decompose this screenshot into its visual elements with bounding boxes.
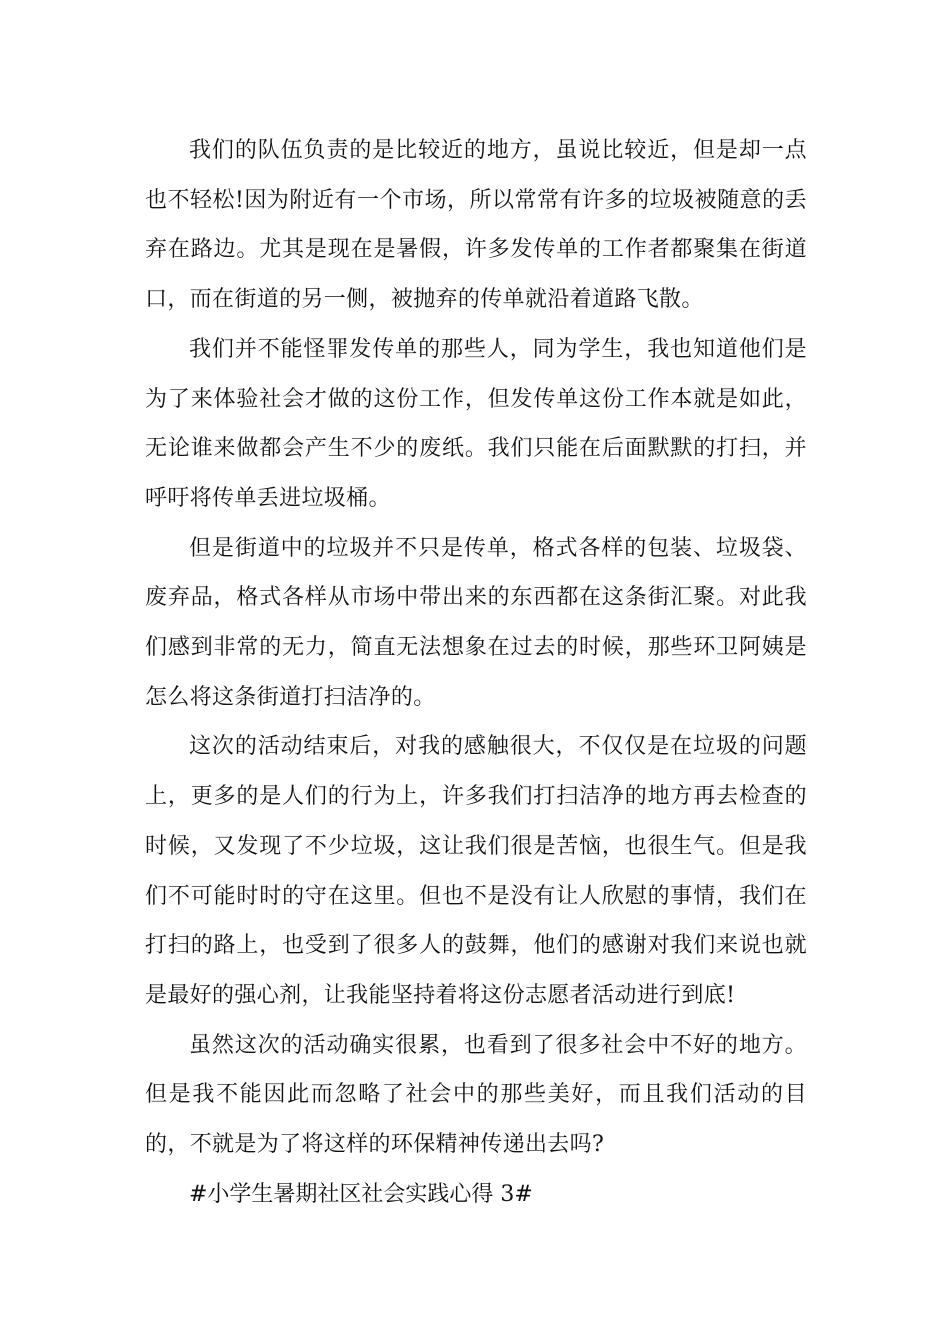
- paragraph-3: 但是街道中的垃圾并不只是传单，格式各样的包装、垃圾袋、废弃品，格式各样从市场中带出来的东西都在这条街汇聚。对此我们感到非常的无力，简直无法想象在过去的时候，那些环卫阿姨是怎么将这条街道打扫洁净的。: [145, 535, 807, 710]
- document-body: [145, 126, 807, 1219]
- paragraph-4: 这次的活动结束后，对我的感触很大，不仅仅是在垃圾的问题上，更多的是人们的行为上，许多我们打扫洁净的地方再去检查的时候，又发现了不少垃圾，这让我们很是苦恼，也很生气。但是我们不可能时时的守在这里。但也不是没有让人欣慰的事情，我们在打扫的路上，也受到了很多人的鼓舞，他们的感谢对我们来说也就是最好的强心剂，让我能坚持着将这份志愿者活动进行到底!: [145, 734, 807, 1008]
- section-heading: #小学生暑期社区社会实践心得 3#: [189, 1181, 533, 1207]
- paragraph-1: 我们的队伍负责的是比较近的地方，虽说比较近，但是却一点也不轻松!因为附近有一个市场，所以常常有许多的垃圾被随意的丢弃在路边。尤其是现在是暑假，许多发传单的工作者都聚集在街道口，而在街道的另一侧，被抛弃的传单就沿着道路飞散。: [145, 138, 807, 313]
- paragraph-2: 我们并不能怪罪发传单的那些人，同为学生，我也知道他们是为了来体验社会才做的这份工作，但发传单这份工作本就是如此，无论谁来做都会产生不少的废纸。我们只能在后面默默的打扫，并呼吁将传单丢进垃圾桶。: [145, 336, 807, 511]
- paragraph-5: 虽然这次的活动确实很累，也看到了很多社会中不好的地方。但是我不能因此而忽略了社会中的那些美好，而且我们活动的目的，不就是为了将这样的环保精神传递出去吗?: [145, 1032, 807, 1158]
